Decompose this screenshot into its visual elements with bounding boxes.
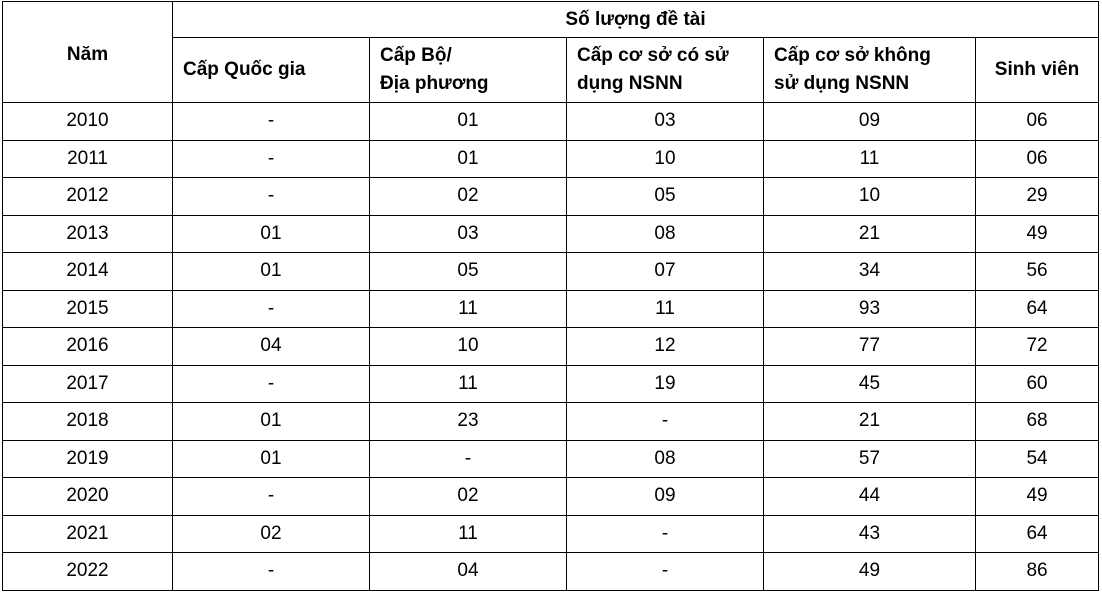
student-level-header: Sinh viên [976,38,1099,103]
base-non-state-funded-cell: 93 [764,290,976,328]
student-cell: 49 [976,215,1099,253]
base-non-state-funded-cell: 21 [764,403,976,441]
student-cell: 86 [976,553,1099,591]
base-non-state-funded-cell: 43 [764,515,976,553]
base-non-state-funded-cell: 57 [764,440,976,478]
national-cell: 02 [173,515,370,553]
base-non-state-funded-cell: 77 [764,328,976,366]
national-level-header: Cấp Quốc gia [173,38,370,103]
ministry-local-cell: 11 [370,515,567,553]
year-cell: 2017 [3,365,173,403]
base-state-funded-cell: 09 [567,478,764,516]
table-row [3,290,1099,328]
table-body [3,103,1099,591]
student-cell: 56 [976,253,1099,291]
table-row [3,553,1099,591]
base-non-state-funded-cell: 09 [764,103,976,141]
student-cell: 49 [976,478,1099,516]
ministry-local-level-header: Cấp Bộ/ Địa phương [370,38,567,103]
student-cell: 06 [976,140,1099,178]
research-topics-table [2,1,1099,591]
table-row [3,178,1099,216]
ministry-local-cell: 01 [370,140,567,178]
base-state-funded-cell: 07 [567,253,764,291]
base-non-state-funded-cell: 10 [764,178,976,216]
table-row [3,215,1099,253]
base-level-state-funded-header: Cấp cơ sở có sử dụng NSNN [567,38,764,103]
year-cell: 2010 [3,103,173,141]
year-cell: 2014 [3,253,173,291]
year-cell: 2015 [3,290,173,328]
student-cell: 60 [976,365,1099,403]
base-level-non-state-funded-header: Cấp cơ sở không sử dụng NSNN [764,38,976,103]
national-cell: - [173,103,370,141]
table-row [3,478,1099,516]
ministry-local-cell: 05 [370,253,567,291]
year-column-header: Năm [3,2,173,103]
base-state-funded-cell: 03 [567,103,764,141]
ministry-local-cell: 02 [370,178,567,216]
base-non-state-funded-cell: 34 [764,253,976,291]
year-cell: 2013 [3,215,173,253]
national-cell: 01 [173,440,370,478]
base-non-state-funded-cell: 44 [764,478,976,516]
student-cell: 64 [976,290,1099,328]
student-cell: 72 [976,328,1099,366]
year-cell: 2018 [3,403,173,441]
national-cell: - [173,140,370,178]
ministry-local-cell: 10 [370,328,567,366]
national-cell: - [173,290,370,328]
student-cell: 29 [976,178,1099,216]
table-row [3,440,1099,478]
national-cell: 01 [173,215,370,253]
student-cell: 64 [976,515,1099,553]
base-state-funded-cell: 05 [567,178,764,216]
student-cell: 68 [976,403,1099,441]
ministry-local-cell: 01 [370,103,567,141]
year-cell: 2016 [3,328,173,366]
year-cell: 2012 [3,178,173,216]
year-cell: 2022 [3,553,173,591]
year-cell: 2020 [3,478,173,516]
base-state-funded-cell: 08 [567,215,764,253]
table-row [3,253,1099,291]
ministry-local-cell: 04 [370,553,567,591]
base-state-funded-cell: 12 [567,328,764,366]
year-cell: 2021 [3,515,173,553]
base-non-state-funded-cell: 21 [764,215,976,253]
national-cell: 01 [173,253,370,291]
table-row [3,103,1099,141]
ministry-local-cell: 11 [370,290,567,328]
base-non-state-funded-cell: 45 [764,365,976,403]
ministry-local-cell: 03 [370,215,567,253]
base-state-funded-cell: - [567,553,764,591]
national-cell: - [173,478,370,516]
table-row [3,515,1099,553]
ministry-local-cell: 23 [370,403,567,441]
base-non-state-funded-cell: 49 [764,553,976,591]
base-state-funded-cell: 08 [567,440,764,478]
base-state-funded-cell: 19 [567,365,764,403]
national-cell: - [173,365,370,403]
year-cell: 2019 [3,440,173,478]
table-row [3,403,1099,441]
base-state-funded-cell: 10 [567,140,764,178]
student-cell: 06 [976,103,1099,141]
ministry-local-cell: 11 [370,365,567,403]
table-row [3,365,1099,403]
national-cell: 01 [173,403,370,441]
base-non-state-funded-cell: 11 [764,140,976,178]
base-state-funded-cell: - [567,515,764,553]
table-row [3,140,1099,178]
table-row [3,328,1099,366]
national-cell: 04 [173,328,370,366]
base-state-funded-cell: - [567,403,764,441]
year-cell: 2011 [3,140,173,178]
topic-count-group-header: Số lượng đề tài [173,2,1099,38]
student-cell: 54 [976,440,1099,478]
national-cell: - [173,178,370,216]
national-cell: - [173,553,370,591]
ministry-local-cell: 02 [370,478,567,516]
base-state-funded-cell: 11 [567,290,764,328]
ministry-local-cell: - [370,440,567,478]
